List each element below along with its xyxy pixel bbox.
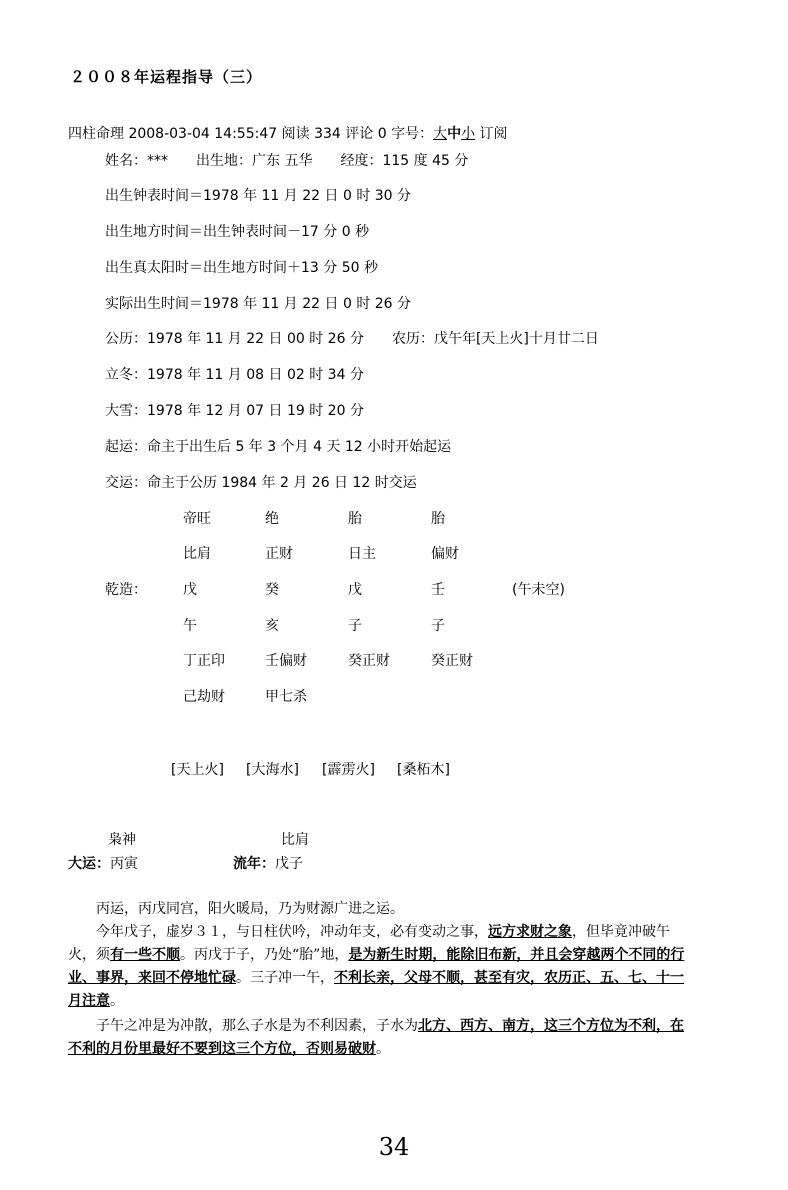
stem-year: 戊 bbox=[183, 582, 197, 598]
p3-emphasis-b: 北方、西方、南方，这三个方位为不利，在不利的月份里最好不要到这三个方位，否则易破财 bbox=[68, 1018, 684, 1057]
state-year: 帝旺 bbox=[183, 511, 211, 527]
kongwang-note: (午未空) bbox=[512, 582, 565, 598]
god-year: 比肩 bbox=[183, 546, 211, 562]
liunian-row bbox=[233, 853, 303, 873]
dayun-value: 丙寅 bbox=[110, 856, 138, 872]
info-line-local-time: 出生地方时间＝出生钟表时间－17 分 0 秒 bbox=[105, 224, 370, 240]
god-month: 正财 bbox=[265, 546, 293, 562]
nayin-day: [霹雳火] bbox=[322, 762, 375, 778]
p2-emphasis-f: 是为新生时期，能除旧布新，并且会穿越两个不同的行业、事界，来回不停地忙碌 bbox=[68, 947, 685, 986]
stem-day: 戊 bbox=[348, 582, 362, 598]
state-month: 绝 bbox=[265, 511, 279, 527]
article-meta bbox=[68, 123, 508, 143]
p3-text-c: 。 bbox=[376, 1041, 390, 1057]
info-line-solar-time: 出生真太阳时＝出生地方时间＋13 分 50 秒 bbox=[105, 260, 378, 276]
stem-hour: 壬 bbox=[431, 582, 445, 598]
nayin-hour: [桑柘木] bbox=[397, 762, 450, 778]
read-count: 334 bbox=[314, 126, 341, 142]
category-link[interactable]: 四柱命理 bbox=[68, 126, 124, 142]
p3-text-a: 子午之冲是为冲散，那么子水是为不利因素，子水为 bbox=[96, 1018, 418, 1034]
info-line-daxue: 大雪：1978 年 12 月 07 日 19 时 20 分 bbox=[105, 403, 364, 419]
font-size-label: 字号： bbox=[391, 126, 434, 142]
qianzao-label: 乾造： bbox=[105, 582, 147, 598]
font-small-link[interactable]: 小 bbox=[461, 126, 476, 142]
liunian-god: 比肩 bbox=[281, 832, 309, 848]
stem-month: 癸 bbox=[265, 582, 279, 598]
branch-month: 亥 bbox=[265, 618, 279, 634]
p2-text-c: ，但毕竟冲破午火，须 bbox=[68, 924, 670, 963]
info-line-qiyun: 起运：命主于出生后 5 年 3 个月 4 天 12 小时开始起运 bbox=[105, 439, 452, 455]
nayin-month: [大海水] bbox=[246, 762, 299, 778]
post-datetime: 2008-03-04 14:55:47 bbox=[128, 126, 278, 142]
nayin-year: [天上火] bbox=[171, 762, 224, 778]
hidden-month-1: 壬偏财 bbox=[265, 653, 307, 669]
hidden-hour-1: 癸正财 bbox=[431, 653, 473, 669]
paragraph-2 bbox=[68, 921, 690, 1013]
hidden-day-1: 癸正财 bbox=[348, 653, 390, 669]
p2-text-i: 。 bbox=[110, 993, 124, 1009]
page-number: 34 bbox=[378, 1133, 410, 1161]
comment-label[interactable]: 评论 bbox=[345, 126, 374, 142]
p2-text-e: 。丙戊于子，乃处“胎”地， bbox=[180, 947, 349, 963]
font-large-link[interactable]: 大 bbox=[433, 126, 448, 142]
hidden-month-2: 甲七杀 bbox=[265, 689, 307, 705]
info-line-clock-time: 出生钟表时间＝1978 年 11 月 22 日 0 时 30 分 bbox=[105, 188, 412, 204]
comment-count: 0 bbox=[377, 126, 387, 142]
hidden-year-1: 丁正印 bbox=[183, 653, 225, 669]
paragraph-1: 丙运，丙戊同宫，阳火暖局，乃为财源广进之运。 bbox=[96, 901, 404, 917]
p2-text-g: 。三子冲一午， bbox=[236, 970, 334, 986]
info-line-calendar: 公历：1978 年 11 月 22 日 00 时 26 分 农历：戊午年[天上火]十月廿二日 bbox=[105, 331, 599, 347]
branch-year: 午 bbox=[183, 618, 197, 634]
p2-emphasis-b: 远方求财之象 bbox=[488, 924, 572, 940]
branch-hour: 子 bbox=[431, 618, 445, 634]
read-label: 阅读 bbox=[281, 126, 310, 142]
p2-emphasis-h: 不利长亲，父母不顺，甚至有灾，农历正、五、七、十一月注意 bbox=[68, 970, 684, 1009]
liunian-label: 流年： bbox=[233, 856, 275, 872]
info-line-name: 姓名：*** 出生地：广东 五华 经度：115 度 45 分 bbox=[105, 153, 469, 169]
branch-day: 子 bbox=[348, 618, 362, 634]
dayun-label: 大运： bbox=[68, 856, 110, 872]
info-line-actual-time: 实际出生时间＝1978 年 11 月 22 日 0 时 26 分 bbox=[105, 296, 412, 312]
liunian-value: 戊子 bbox=[275, 856, 303, 872]
subscribe-link[interactable]: 订阅 bbox=[479, 126, 508, 142]
dayun-god: 枭神 bbox=[108, 832, 136, 848]
info-line-lidong: 立冬：1978 年 11 月 08 日 02 时 34 分 bbox=[105, 367, 364, 383]
page-title: ２００８年运程指导（三） bbox=[70, 68, 263, 86]
hidden-year-2: 己劫财 bbox=[183, 689, 225, 705]
font-medium-link[interactable]: 中 bbox=[447, 126, 462, 142]
p2-text-a: 今年戊子，虚岁３１，与日柱伏吟，冲动年支，必有变动之事， bbox=[96, 924, 488, 940]
p2-emphasis-d: 有一些不顺 bbox=[110, 947, 180, 963]
dayun-row bbox=[68, 853, 138, 873]
paragraph-3 bbox=[68, 1015, 690, 1061]
god-day: 日主 bbox=[348, 546, 376, 562]
state-hour: 胎 bbox=[431, 511, 445, 527]
info-line-jiaoyun: 交运：命主于公历 1984 年 2 月 26 日 12 时交运 bbox=[105, 475, 417, 491]
god-hour: 偏财 bbox=[431, 546, 459, 562]
state-day: 胎 bbox=[348, 511, 362, 527]
